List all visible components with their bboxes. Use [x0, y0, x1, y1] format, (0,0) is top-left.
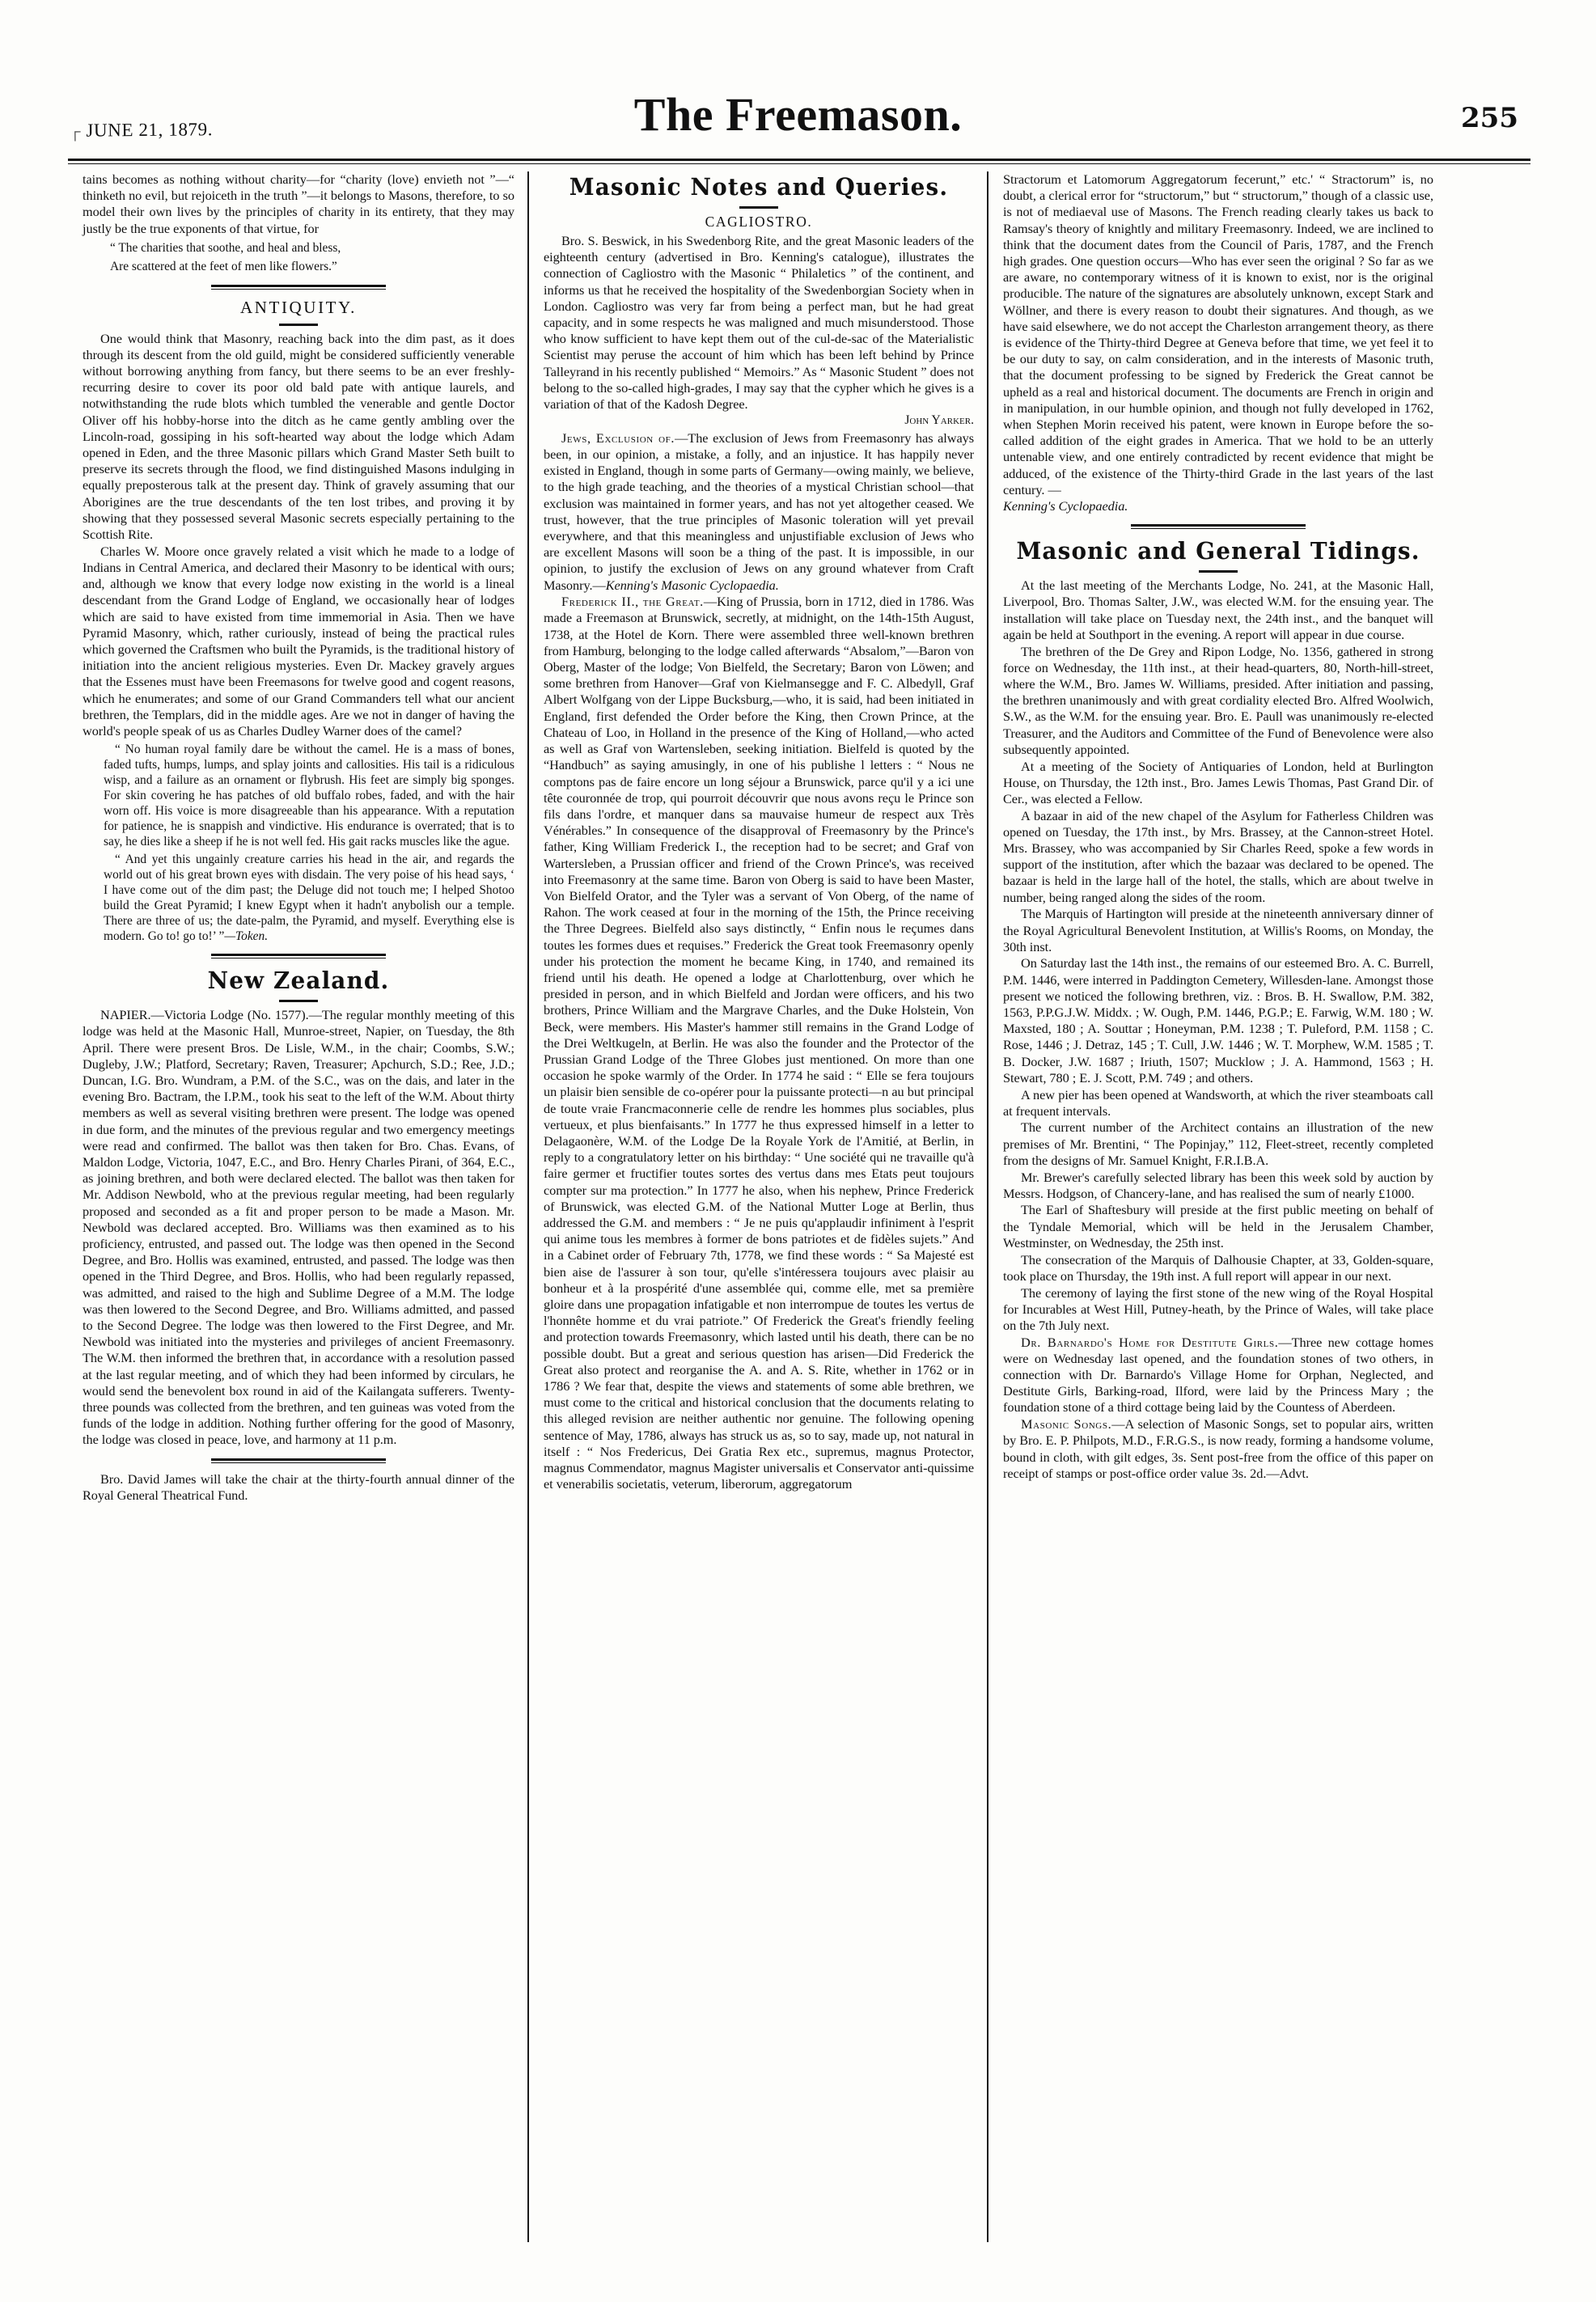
napier-lodge-report: NAPIER.—Victoria Lodge (No. 1577).—The regular monthly meeting of this lodge was held at the Masonic Hall, Munroe-street, Napier, on Tuesday, the 8th April. There were present Bros. De Lisle, W.M., in the chair; Coombs, S.W.; Dugleby, J.W.; Platford, Secretary; Raven, Treasurer; Apchurch, S.D.; Ree, J.D.; Duncan, I.G. Bro. Wundram, a P.M. of the S.C., was on the dais, and later in the evening Bro. Bactram, the I.P.M., took his seat to the left of the W.M. About thirty members as well as several visiting brethren were present. The lodge was opened in due form, and the minutes of the previous regular and two emergency meetings were read and confirmed. The ballot was then taken for Bro. Chas. Evans, of Maldon Lodge, Victoria, 1047, E.C., and Bro. Henry Charles Pirani, of 364, E.C., as joining brethren, and both were declared elected. The ballot was then taken for Mr. Addison Newbold, who at the previous regular meeting, had been regularly proposed and seconded as a fit and proper person to be made a Mason. Mr. Newbold was declared accepted. Bro. Williams was then examined as to his proficiency, entrusted, and passed out. The lodge was then opened in the Second Degree, and Bro. Hollis was examined, entrusted, and passed. The lodge was then opened in the Third Degree, and Bros. Hollis, who had been regularly repassed, was admitted, and raised to the high and Sublime Degree of a M.M. The lodge was then lowered to the Second Degree, and Bro. Williams admitted, and passed to the Second Degree. The lodge was then lowered to the First Degree, and Mr. Newbold was initiated into the mysteries and privileges of ancient Freemasonry. The W.M. then informed the brethren that, in accordance with a resolution passed at the last regular meeting, and of which they had been informed by circulars, he would send the benevolent box round in aid of the Kailangata sufferers. Twenty-three pounds was collected from the brethren, and ten guineas was voted from the funds of the lodge in addition. Nothing further offering for the good of Masonry, the lodge was closed in peace, love, and harmony at 11 p.m. — [83, 1007, 514, 1448]
frederick-ii-continued-text: Stractorum et Latomorum Aggregatorum fecerunt,” etc.' “ Stractorum” is, no doubt, a clerical error for “structorum,” but “ structorum,” though of a classic use, is not of mediaeval use of Masons. The French reading clearly takes us back to Ramsay's theory of knightly and military Freemasonry. Indeed, we are inclined to think that the document dates from the Council of Paris, 1787, and the French high grades. One question occurs—Who has ever seen the original ? So far as we are aware, no contemporary witness of it is known to exist, nor is the original producible. The nature of the signatures are absolutely unknown, except Stark and Wöllner, and there is every reason to doubt their signatures. And though, as we have said elsewhere, we do not accept the Charleston arrangement theory, as there is evidence of the Thirty-third Degree at Geneva before that time, we yet feel it to be our duty to say, on calm consideration, and in the interests of Masonic truth, that the document professing to be signed by Frederick the Great cannot be upheld as a real and historical document. The documents are French in origin and in manipulation, in our humble opinion, and though not fully developed in 1762, when Stephen Morin received his patent, were known in Europe before the so-called addition of the eight grades in America. That we hold to be an utterly untenable view, and one entirely contradicted by recent evidence that might be adduced, of the existence of the Thirty-third Grade in the last years of the last century. — — [1003, 171, 1433, 497]
new-zealand-heading: New Zealand. — [207, 967, 390, 995]
heading-underline — [279, 1000, 318, 1002]
tidings-item: The consecration of the Marquis of Dalhousie Chapter, at 33, Golden-square, took place on Thursday, the 19th inst. A full report will appear in our next. — [1003, 1251, 1433, 1284]
heading-underline — [739, 206, 778, 209]
tidings-item: The current number of the Architect contains an illustration of the new premises of Mr. Brentini, “ The Popinjay,” 112, Fleet-street, recently completed from the designs of Mr. Samuel Knight, F.R.I.B.A. — [1003, 1119, 1433, 1168]
cagliostro-body: Bro. S. Beswick, in his Swedenborg Rite, and the great Masonic leaders of the eighteenth century (advertised in Bro. Kenning's catalogue), illustrates the connection of Cagliostro with the Masonic “ Philaletics ” of the continent, and informs us that he received the hospitality of the Swedenborgian Society when in London. Cagliostro was very far from being a perfect man, but he had great capacity, and in some respects he was maligned and much misunderstood. Those who know sufficient to have kept them out of the cul-de-sac of the Materialistic Scientist may peruse the account of him which has been left behind by Prince Talleyrand in his recently published “ Memoirs.” As “ Masonic Student ” does not belong to the so-called high-grades, I may say that the cypher which he gives is a variation of that of the Kadosh Degree. — [544, 233, 974, 413]
masonic-notes-heading: Masonic Notes and Queries. — [569, 173, 949, 201]
cagliostro-subheading: CAGLIOSTRO. — [705, 214, 813, 230]
tidings-item: The ceremony of laying the first stone of the new wing of the Royal Hospital for Incurables at West Hill, Putney-heath, by the Prince of Wales, will take place on the 7th July next. — [1003, 1284, 1433, 1333]
section-divider — [211, 285, 386, 290]
page-number: 255 — [1461, 102, 1518, 134]
antiquity-attribution: —Token. — [224, 929, 269, 944]
frederick-ii-body: —King of Prussia, born in 1712, died in 1786. Was made a Freemason at Brunswick, secretly, at midnight, on the 14th-15th August, 1738, at the Hotel de Korn. There were assembled three well-known brethren from Hamburg, belonging to the lodge called afterwards “Absalom,”—Baron von Oberg, Master of the lodge; Von Bielfeld, the Secretary; Baron von Löwen; and some brethren from Hanover—Graf von Kielmansegge and F. C. Albedyll, Graf Albert Wolfgang von der Lippe Bucksburg,—who, it is said, had been initiated in England, first defended the Order before the King, then Crown Prince, at the Chateau of Loo, in Holland in the presence of the King of Holland,—who acted as well as Graf von Wartensleben, seeking initiation. Bielfeld is quoted by the “Handbuch” as saying amusingly, in one of his publishe l letters : “ Nous ne comptons pas de faire encore un long séjour a Brunswick, parce qu'il y a ici une tête couronnée de trop, qui pourroit découvrir que nous avons reçu le Prince son fils dans l'ordre, et manquer dans sa mauvaise humeur de respect aux Très Vénérables.” In consequence of the disapproval of Freemasonry by the Prince's father, King William Frederick I., the reception had to be secret; and Graf von Wartersleben, a Prussian officer and friend of the Crown Prince's, was received into Freemasonry at the same time. Baron von Oberg is said to have been Master, Von Bielfeld Orator, and the Tyler was a servant of Von Oberg, of the name of Rahon. The work ceased at four in the morning of the 15th, the Prince receiving the Three Degrees. Bielfeld also says distinctly, “ Enfin nous le reçumes dans toutes les formes dues et requises.” Frederick the Great took Freemasonry openly under his protection the moment he became King, in 1740, and remained its friend until his death. He opened a lodge at Charlottenburg, over which he presided in person, and in which Bielfeld and Jordan were officers, and his two brothers, Prince William and the Margrave Charles, and the Duke Holstein, Von Beck, were members. His Master's hammer still remains in the Grand Lodge of the Drei Weltkugeln, at Berlin. He was also the founder and the Protector of the Prussian Grand Lodge of the Three Globes just mentioned. On more than one occasion he spoke warmly of the Order. In 1774 he said : “ Elle se fera toujours un plaisir bien sensible de co-opérer pour la puissante protecti—n au but principal de toute vraie Francmaconnerie celle de rendre les hommes plus sociables, plus vertueux, et plus bienfaisants.” In 1777 he thus expressed himself in a letter to Delagaonère, W.M. of the Lodge De la Royale York de l'Amitié, at Berlin, in reply to a congratulatory letter on his birthday: “ Une société qui ne travaille qu'à faire germer et fructifier toutes sortes des vertus dans mes Etats peut toujours compter sur ma protection.” In 1777 he also, when his nephew, Prince Frederick of Brunswick, was elected G.M. of the National Mutter Loge at Berlin, thus addressed the G.M. and members : “ Je ne puis qu'applaudir infiniment à l'esprit qui anime tous les membres à former de bons patriotes et de fidèles sujets.” And in a Cabinet order of February 7th, 1778, we find these words : “ Sa Majesté est bien aise de l'assurer à son tour, qu'elle s'intéressera toujours avec plaisir au bonheur et à la prospérité d'une assemblée qui, comme elle, met sa première gloire dans une propagation infatigable et non interrompue de toutes les vertus de l'honnête homme et du vrai patriote.” Of Frederick the Great's friendly feeling and protection towards Freemasonry, which lasted until his death, there can be no possible doubt. But a great and serious question has arisen—Did Frederick the Great also protect and reorganise the A. and A. S. Rite, whether in 1762 or in 1786 ? We fear that, despite the views and statements of some able brethren, we must come to the critical and historical conclusion that the documents relating to this alleged revision are neither authentic nor genuine. The following opening sentence of May, 1786, always has struck us as, so to say, made up, not natural in itself : “ Nos Fredericus, Dei Gratia Rex etc., supremus, magnus Protector, magnus Commendator, magnus Magister universalis et Conservator anti-quissime et venerabilis societatis, veterum, liberorum, aggregatorum — [544, 594, 974, 1492]
masonic-songs-item — [1003, 1416, 1433, 1482]
tidings-item: At a meeting of the Society of Antiquaries of London, held at Burlington House, on Thursday, the 12th inst., Bro. James Lewis Thomas, Past Grand Dir. of Cer., was elected a Fellow. — [1003, 758, 1433, 806]
tidings-item: A bazaar in aid of the new chapel of the Asylum for Fatherless Children was opened on Tuesday, the 17th inst., by Mrs. Brassey, at the Cannon-street Hotel. Mrs. Brassey, who was accompanied by Sir Charles Reed, spoke a few words in support of the institution, after which the bazaar was declared to be opened. The bazaar is held in the large hall of the hotel, the stalls, which are about twelve in number, being ranged along the sides of the room. — [1003, 807, 1433, 905]
theatrical-fund-note: Bro. David James will take the chair at the thirty-fourth annual dinner of the Royal General Theatrical Fund. — [83, 1470, 514, 1503]
section-divider — [1131, 524, 1306, 529]
tidings-item: The Earl of Shaftesbury will preside at the first public meeting on behalf of the Tyndale Memorial, which will be held in the Jerusalem Chamber, Westminster, on Wednesday, the 25th inst. — [1003, 1202, 1433, 1250]
jews-exclusion-entry — [544, 430, 974, 594]
camel-quote-paragraph: “ No human royal family dare be without the camel. He is a mass of bones, faded tufts, humps, lumps, and splay joints and callosities. His tail is a ridiculous wisp, and a failure as an ornament or flybrush. His feet are simply big sponges. For skin covering he has patches of old buffalo robes, faded, and with the hair worn off. His voice is more disagreeable than his appearance. With a reputation for patience, he is snappish and vindictive. His endurance is overrated; that is to say, he dies like a sheep if he is not well fed. His gait racks muscles like the ague. — [104, 743, 514, 849]
cagliostro-signature: John Yarker. — [904, 413, 974, 427]
frederick-ii-entry — [544, 594, 974, 1492]
date-bracket-mark: ┌ — [69, 123, 82, 141]
tidings-item: The Marquis of Hartington will preside at the nineteenth anniversary dinner of the Royal Agricultural Benevolent Institution, at Willis's Rooms, on Monday, the 30th inst. — [1003, 906, 1433, 954]
tidings-item: On Saturday last the 14th inst., the remains of our esteemed Bro. A. C. Burrell, P.M. 1446, were interred in Paddington Cemetery, Willesden-lane. Amongst those present we noticed the following brethren, viz. : Bros. B. H. Swallow, P.M. 382, 1563, P.P.G.J.W. Middx. ; W. Ough, P.M. 1446, P.G.P.; E. Farwig, W.M. 180 ; W. Maxsted, 180 ; A. Souttar ; Honeyman, P.M. 1238 ; T. Puleford, P.M. 1158 ; C. Rose, 1446 ; J. Detraz, 145 ; T. Cull, J.W. 1446 ; W. T. Morphew, W.M. 1585 ; T. B. Docker, J.W. 1687 ; Iriuth, 1507; Mucklow ; J. A. Hammond, 1563 ; H. Stewart, 780 ; E. J. Scott, P.M. 749 ; and others. — [1003, 955, 1433, 1085]
issue-date-text: JUNE 21, 1879. — [86, 119, 214, 141]
tidings-item: At the last meeting of the Merchants Lodge, No. 241, at the Masonic Hall, Liverpool, Bro. Thomas Salter, J.W., was elected W.M. for the ensuing year. The installation will take place on Tuesday next, the 24th inst., and the banquet will again be held at Southport in the evening. A report will appear in due course. — [1003, 578, 1433, 642]
barnardo-home-body: —Three new cottage homes were on Wednesday last opened, and the foundation stones of two others, in connection with Dr. Barnardo's Village Home for Orphan, Neglected, and Destitute Girls, Barking-road, Ilford, were laid by the Princess Mary ; the foundation stone of a third cottage being laid by the Countess of Aberdeen. — [1003, 1334, 1433, 1415]
frederick-ii-topic: Frederick II., the Great. — [561, 594, 704, 610]
column-3 — [987, 171, 1446, 2242]
camel-quote-paragraph — [104, 852, 514, 944]
masonic-songs-topic: Masonic Songs. — [1021, 1416, 1112, 1432]
jews-exclusion-source: Kenning's Masonic Cyclopaedia. — [605, 577, 779, 593]
column-1 — [68, 171, 527, 2242]
tidings-item: A new pier has been opened at Wandsworth, at which the river steamboats call at frequent intervals. — [1003, 1086, 1433, 1119]
verse-line-1: “ The charities that soothe, and heal and bless, — [110, 240, 341, 255]
masthead-rule — [68, 159, 1530, 164]
section-divider — [211, 954, 386, 958]
antiquity-paragraph: One would think that Masonry, reaching back into the dim past, as it does through its descent from the old guild, might be considered sufficiently venerable without borrowing anything from fancy, but there seems to be an ever freshly-recurring desire to cover its poor old bald pate with antique laurels, and notwithstanding the rude blots which tumbled the venerable and gentle Doctor Oliver off his hobby-horse into the ditch as he came gently ambling over the Lincoln-road, gossiping in his soft-hearted way about the lodge which Adam opened in Eden, and the three Masonic pillars which Grand Master Seth built to preserve its secrets through the flood, we find distinguished Masons indulging in equally preposterous talk at the present day. Think of gravely assuming that our Aborigines are the true descendants of the ten lost tribes, and proving it by showing that they possessed several Masonic secrets especially pertaining to the Scottish Rite. — [83, 330, 514, 543]
frederick-ii-source: Kenning's Cyclopaedia. — [1003, 498, 1128, 514]
jews-exclusion-topic: Jews, Exclusion of. — [561, 430, 675, 446]
barnardo-home-item — [1003, 1335, 1433, 1416]
masonic-songs-body: —A selection of Masonic Songs, set to popular airs, written by Bro. E. P. Philpots, M.D., F.R.G.S., is now ready, forming a handsome volume, bound in cloth, with gilt edges, 3s. Sent post-free from the office of this paper on receipt of stamps or post-office order value 3s. 2d.—Advt. — [1003, 1416, 1433, 1481]
jews-exclusion-body: —The exclusion of Jews from Freemasonry has always been, in our opinion, a mistake, a folly, and an injustice. It has happily never existed in England, though in some parts of Germany—owing mainly, we believe, to the high grade teaching, and the theories of a mystical Christian school—that exclusion was maintained in former years, and has not yet altogether ceased. We trust, however, that the true principles of Masonic toleration will yet prevail everywhere, and that this meaningless and unjustifiable exclusion of Jews who are excellent Masons will soon be a thing of the past. It is impossible, in our opinion, to justify the exclusion of Jews on any ground whatever from Craft Masonry.— — [544, 430, 975, 593]
frederick-ii-continued — [1003, 171, 1433, 514]
masthead — [0, 0, 1596, 141]
antiquity-heading: ANTIQUITY. — [239, 297, 357, 317]
paper-title: The Freemason. — [633, 88, 963, 141]
barnardo-home-topic: Dr. Barnardo's Home for Destitute Girls. — [1021, 1334, 1279, 1350]
heading-underline — [279, 324, 318, 326]
antiquity-paragraph: Charles W. Moore once gravely related a visit which he made to a lodge of Indians in Central America, and declared their Masonry to be identical with ours; and, although we know that every lodge now existing in the world is a lineal descendant from the Grand Lodge of England, we occasionally hear of lodges which are said to have existed from time immemorial in Asia. Then we have Pyramid Masonry, which, rather curiously, instead of being the practical rules which governed the Craftsmen who built the Pyramids, is the traditional history of initiation into the ancient religious mysteries. Even Dr. Mackey gravely argues that the Essenes must have been Freemasons for twelve good and cogent reasons, which he enumerates; and some of our Grand Commanders tell what our ancient brethren, the Templars, did in the middle ages. Are we not in danger of having the world's people speak of us as Charles Dudley Warner does of the camel? — [83, 543, 514, 738]
column-container — [68, 171, 1530, 2242]
heading-underline — [1199, 570, 1238, 573]
tidings-item: Mr. Brewer's carefully selected library has been this week sold by auction by Messrs. Hodgson, of Chancery-lane, and has realised the sum of nearly £1000. — [1003, 1169, 1433, 1201]
tidings-item: The brethren of the De Grey and Ripon Lodge, No. 1356, gathered in strong force on Wednesday, the 11th inst., at their head-quarters, 80, North-hill-street, where the W.M., Bro. James W. Williams, presided. After initiation and passing, the brethren unanimously and with great cordiality elected Bro. Alfred Woolwich, S.W., as the W.M. for the ensuing year. Bro. E. Paull was unanimously re-elected Treasurer, and the Auditors and Committee of the Fund of Benevolence were also subsequently appointed. — [1003, 643, 1433, 757]
column-2 — [527, 171, 987, 2242]
section-divider — [211, 1458, 386, 1463]
tidings-heading: Masonic and General Tidings. — [1016, 537, 1420, 565]
camel-quote-text: “ And yet this ungainly creature carries his head in the air, and regards the world out of his great brown eyes with disdain. The very poise of his head says, ‘ I have come out of the dim past; the Deluge did not touch me; I helped Shotoo build the Great Pyramid; I knew Egypt when it hadn't anybolish our a temple. There are three of us; the date-palm, the Pyramid, and myself. Everything else is modern. Go to! go to!’ ” — [104, 853, 514, 944]
continued-paragraph: tains becomes as nothing without charity—for “charity (love) envieth not ”—“ thinketh no evil, but rejoiceth in the truth ”—it belongs to Masons, therefore, to so model their own lives by the principles of charity in its entirety, that they may justly be the true exponents of that virtue, for — [83, 171, 514, 236]
verse-line-2: Are scattered at the feet of men like flowers.” — [110, 260, 337, 274]
